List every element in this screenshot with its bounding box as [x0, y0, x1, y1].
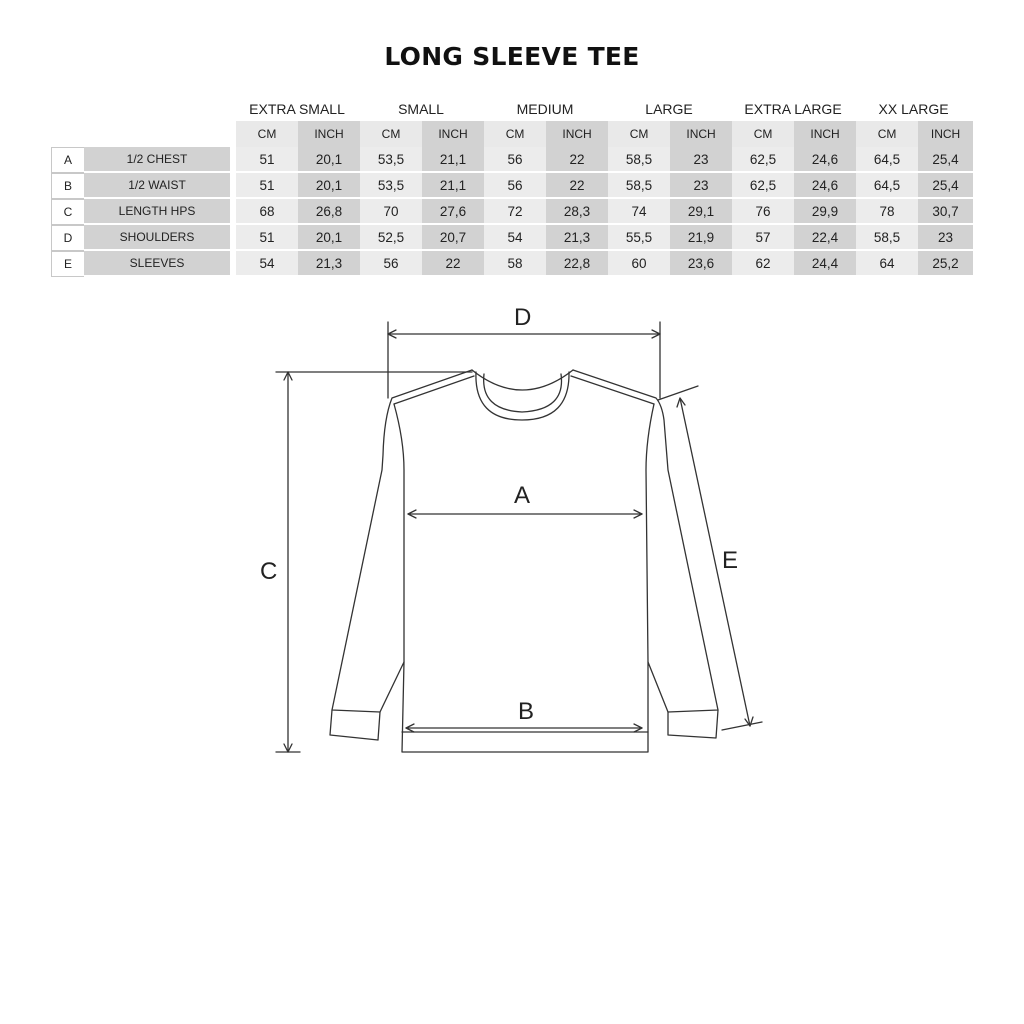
value-inch: 23,6: [670, 251, 732, 277]
unit-cm-header: CM: [856, 121, 918, 147]
value-inch: 25,2: [918, 251, 973, 277]
unit-inch-header: INCH: [422, 121, 484, 147]
value-inch: 21,3: [298, 251, 360, 277]
collar-rib: [476, 372, 569, 420]
value-inch: 30,7: [918, 199, 973, 225]
value-cm: 72: [484, 199, 546, 225]
value-inch: 24,4: [794, 251, 856, 277]
armhole-seam-left: [394, 404, 404, 662]
value-inch: 29,9: [794, 199, 856, 225]
dimension-b-label: B: [518, 698, 535, 725]
measurement-letter: E: [51, 251, 84, 277]
value-inch: 25,4: [918, 173, 973, 199]
measurement-name: 1/2 CHEST: [84, 147, 230, 173]
value-inch: 23: [918, 225, 973, 251]
value-inch: 20,1: [298, 147, 360, 173]
value-cm: 64: [856, 251, 918, 277]
value-cm: 51: [236, 147, 298, 173]
value-cm: 56: [360, 251, 422, 277]
unit-inch-header: INCH: [918, 121, 973, 147]
size-header: EXTRA SMALL: [236, 97, 360, 121]
value-cm: 60: [608, 251, 670, 277]
value-cm: 55,5: [608, 225, 670, 251]
value-cm: 78: [856, 199, 918, 225]
measurement-letter: C: [51, 199, 84, 225]
value-inch: 23: [670, 173, 732, 199]
value-inch: 26,8: [298, 199, 360, 225]
size-header: EXTRA LARGE: [732, 97, 856, 121]
value-cm: 58,5: [608, 173, 670, 199]
value-inch: 29,1: [670, 199, 732, 225]
shoulder-seam-left: [394, 376, 474, 404]
value-cm: 58: [484, 251, 546, 277]
value-cm: 51: [236, 173, 298, 199]
measurement-name: SHOULDERS: [84, 225, 230, 251]
value-inch: 28,3: [546, 199, 608, 225]
dimension-c-label: C: [260, 558, 278, 585]
unit-cm-header: CM: [732, 121, 794, 147]
unit-cm-header: CM: [484, 121, 546, 147]
value-inch: 25,4: [918, 147, 973, 173]
measurement-letter: D: [51, 225, 84, 251]
shoulder-seam-right: [571, 376, 654, 404]
dimension-e-label: E: [722, 547, 739, 574]
value-inch: 24,6: [794, 173, 856, 199]
unit-inch-header: INCH: [794, 121, 856, 147]
value-cm: 51: [236, 225, 298, 251]
size-header: MEDIUM: [484, 97, 608, 121]
value-cm: 70: [360, 199, 422, 225]
size-header: XX LARGE: [856, 97, 973, 121]
dimension-e-line: [680, 398, 750, 726]
value-cm: 52,5: [360, 225, 422, 251]
value-cm: 58,5: [856, 225, 918, 251]
size-header: LARGE: [608, 97, 732, 121]
unit-inch-header: INCH: [298, 121, 360, 147]
value-inch: 22: [422, 251, 484, 277]
value-cm: 54: [484, 225, 546, 251]
dimension-a-label: A: [514, 482, 531, 509]
value-inch: 20,7: [422, 225, 484, 251]
value-inch: 22: [546, 147, 608, 173]
dimension-e-tick-bottom: [722, 722, 762, 730]
value-inch: 21,1: [422, 173, 484, 199]
value-cm: 74: [608, 199, 670, 225]
tshirt-outline: [330, 370, 718, 752]
armhole-seam-right: [646, 404, 654, 662]
measurement-letter: A: [51, 147, 84, 173]
value-cm: 62,5: [732, 147, 794, 173]
value-cm: 76: [732, 199, 794, 225]
page-title: LONG SLEEVE TEE: [384, 42, 640, 71]
value-cm: 62,5: [732, 173, 794, 199]
value-cm: 53,5: [360, 147, 422, 173]
body-outline: [332, 370, 718, 752]
dimension-e-tick-top: [658, 386, 698, 400]
value-inch: 20,1: [298, 225, 360, 251]
value-inch: 23: [670, 147, 732, 173]
measurement-name: SLEEVES: [84, 251, 230, 277]
value-cm: 64,5: [856, 173, 918, 199]
value-inch: 22,4: [794, 225, 856, 251]
value-cm: 56: [484, 173, 546, 199]
dimension-lines: [276, 322, 762, 752]
unit-cm-header: CM: [608, 121, 670, 147]
collar-outer: [472, 370, 573, 390]
value-cm: 62: [732, 251, 794, 277]
value-inch: 21,3: [546, 225, 608, 251]
value-cm: 54: [236, 251, 298, 277]
value-cm: 56: [484, 147, 546, 173]
unit-inch-header: INCH: [670, 121, 732, 147]
value-inch: 21,9: [670, 225, 732, 251]
value-inch: 22,8: [546, 251, 608, 277]
value-cm: 57: [732, 225, 794, 251]
unit-inch-header: INCH: [546, 121, 608, 147]
collar-inner: [484, 374, 562, 412]
measurement-name: LENGTH HPS: [84, 199, 230, 225]
cuff-right: [668, 710, 718, 738]
value-cm: 58,5: [608, 147, 670, 173]
value-cm: 68: [236, 199, 298, 225]
value-cm: 64,5: [856, 147, 918, 173]
size-header: SMALL: [360, 97, 484, 121]
cuff-left: [330, 710, 380, 740]
measurement-letter: B: [51, 173, 84, 199]
value-cm: 53,5: [360, 173, 422, 199]
dimension-d-label: D: [514, 304, 532, 331]
unit-cm-header: CM: [236, 121, 298, 147]
unit-cm-header: CM: [360, 121, 422, 147]
value-inch: 22: [546, 173, 608, 199]
value-inch: 21,1: [422, 147, 484, 173]
value-inch: 20,1: [298, 173, 360, 199]
measurement-name: 1/2 WAIST: [84, 173, 230, 199]
value-inch: 24,6: [794, 147, 856, 173]
value-inch: 27,6: [422, 199, 484, 225]
